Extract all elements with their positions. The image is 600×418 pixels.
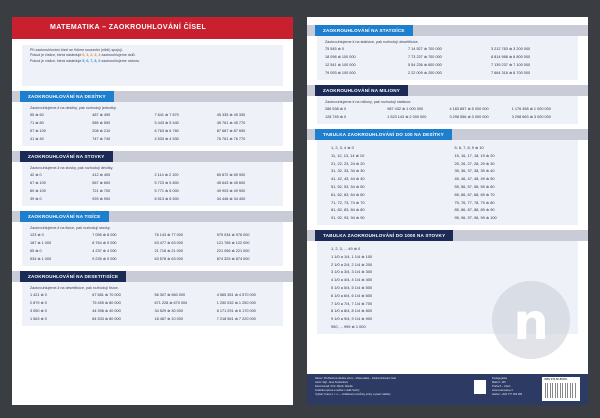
intro-digits-down: 0, 1, 2, 3, 4 [82,53,101,58]
example: 123 ≐ 0 [30,233,44,237]
example: 8 814 988 ≐ 8 800 000 [491,55,531,59]
example: 76 761 ≐ 76 770 [216,137,246,141]
example: 41 ≐ 40 [30,137,44,141]
section-title: ZAOKROUHLOVÁNÍ NA MILIONY [315,85,408,96]
table-row: 1, 2, 3, ... 49 ≐ 0 [331,245,361,251]
example: 65 872 ≐ 65 900 [216,173,246,177]
example: 7 641 ≐ 7 670 [154,113,179,117]
table-row: 11, 12, 13, 14 ≐ 10 [331,152,365,158]
example: 7 218 561 ≐ 7 220 000 [216,317,256,321]
example: 567 ≐ 600 [92,181,111,185]
example: 55 ≐ 60 [30,113,44,117]
example: 128 745 ≐ 0 [325,115,347,119]
footer [307,374,588,405]
example: 2 114 ≐ 2 100 [154,173,179,177]
section-title: ZAOKROUHLOVÁNÍ NA DESETITISÍCE [20,271,126,282]
example: 221 056 ≐ 221 000 [216,249,250,253]
section-desc: Zaokrouhlujeme-li na desítky, pak rozhodují jednotky. [30,106,117,110]
example-grid [325,105,570,121]
right-page [307,17,588,405]
section-title: TABULKA ZAOKROUHLOVÁNÍ DO 100 NA DESÍTKY [315,129,452,140]
section-header-hundreds [12,151,293,162]
example: 6 513 ≐ 6 500 [154,197,179,201]
example: 42 ≐ 0 [30,173,42,177]
example: 57 ≐ 100 [30,129,46,133]
example: 5 54 236 ≐ 600 000 [408,63,442,67]
table-row: 81, 82, 83, 84 ≐ 80 [331,207,365,213]
table-row: 9 1/0 a 9/4, 9 1/4 ≐ 900 [331,316,373,322]
section-header-table-100 [307,129,588,140]
publisher-line: Praha 5 – Libeň [492,385,511,388]
intro-box [22,45,283,86]
example: 84 533 ≐ 80 000 [92,317,121,321]
section-desc: Zaokrouhlujeme-li na stovky, pak rozhodují desítky. [30,166,114,170]
intro-text: zaokrouhlujeme dolů. [101,53,136,58]
example: 1 421 ≐ 0 [30,293,47,297]
example: 2 22 009 ≐ 200 000 [408,71,442,75]
section-title: ZAOKROUHLOVÁNÍ NA DESÍTKY [20,91,114,102]
section-title: ZAOKROUHLOVÁNÍ NA STOVKY [20,151,113,162]
publisher-info [492,377,538,402]
example: 925 ≐ 900 [92,197,111,201]
left-page [12,17,293,405]
example: 534 ≐ 1 000 [30,257,52,261]
example: 3 298 556 ≐ 3 000 000 [449,115,489,119]
example: 987 432 ≐ 1 000 000 [387,107,424,111]
table-row: 55, 56, 57, 58, 59 ≐ 60 [454,183,495,189]
publisher-line: telefon: +420 777 303 382 [492,393,523,396]
example: 67 681 ≐ 70 000 [92,293,121,297]
section-body-hundred-thousands [317,36,578,80]
example: 12 541 ≐ 100 000 [325,63,356,67]
example: 585 ≐ 590 [92,121,111,125]
example: 71 ≐ 80 [30,121,44,125]
example: 67 ≐ 100 [30,181,46,185]
example: 56 307 ≐ 560 000 [154,293,186,297]
example: 7 14 527 ≐ 700 000 [408,47,442,51]
example: 4 237 ≐ 4 000 [92,249,117,253]
example: 7 055 ≐ 8 000 [92,233,117,237]
example: 18 098 ≐ 100 000 [325,55,356,59]
example: 44 398 ≐ 40 000 [92,309,121,313]
table-row: 5 1/0 a 5/4, 5 1/4 ≐ 500 [331,284,373,290]
section-desc: Zaokrouhlujeme-li na tisíce, pak rozhodují stovky. [30,226,111,230]
example: 5 443 ≐ 5 440 [154,121,179,125]
section-title: TABULKA ZAOKROUHLOVÁNÍ DO 1000 NA STOVKY [315,230,453,241]
example: 76 143 ≐ 77 000 [154,233,184,237]
example: 80 ≐ 100 [30,189,46,193]
example-grid [30,231,275,263]
publisher-line: Malá tř. 145 [492,381,506,384]
page-title: MATEMATIKA – ZAOKROUHLOVÁNÍ ČÍSEL [12,17,293,39]
example: 4 565 351 ≐ 4 570 000 [216,293,256,297]
section-body-ten-thousands [22,282,283,326]
footer-line: Autor: Mgr. Jana Svobodová [315,381,348,384]
section-title: ZAOKROUHLOVÁNÍ NA TISÍCE [20,211,109,222]
example: 6 171 291 ≐ 6 170 000 [216,309,256,313]
watermark-glyph-icon: n [513,293,549,351]
table-row: 41, 42, 43, 44 ≐ 40 [331,176,365,182]
watermark-logo [492,281,570,359]
section-body-hundreds [22,162,283,206]
example: 208 ≐ 210 [92,129,111,133]
example: 75 455 ≐ 80 000 [92,301,121,305]
table-row: 21, 22, 23, 24 ≐ 20 [331,160,365,166]
example: 671 228 ≐ 670 000 [154,301,188,305]
section-body-tens [22,102,283,146]
table-row: 15, 16, 17, 18, 19 ≐ 20 [454,152,495,158]
footer-line: Recenzovali: Prof. Martin Staněk [315,385,353,388]
table-row: 8 1/0 a 8/4, 8 1/4 ≐ 800 [331,308,373,314]
footer-line: Grafická úprava a sazba: Lukáš Suchý [315,389,360,392]
example: 79 093 ≐ 100 000 [325,71,356,75]
example-grid [30,291,275,323]
example: 75 545 ≐ 0 [325,47,345,51]
barcode [542,377,580,401]
table-row: 51, 52, 53, 54 ≐ 50 [331,183,365,189]
example-grid [30,111,275,143]
table-row: 45, 46, 47, 48, 49 ≐ 50 [454,176,495,182]
table-row: 1, 2, 3, 4 ≐ 0 [331,145,354,150]
example: 7 664 316 ≐ 8 700 000 [491,71,531,75]
table-row: 91, 92, 93, 94 ≐ 90 [331,215,365,221]
section-header-tens [12,91,293,102]
table-row: 7 1/0 a 7/4, 7 1/4 ≐ 700 [331,300,373,306]
example: 63 477 ≐ 63 000 [154,241,184,245]
publisher-line: www.examsasy.cz [492,389,513,392]
example: 63 578 ≐ 63 000 [154,257,184,261]
intro-text: Pokud je císlice, která následuje [30,58,82,63]
table-row: 1 1/0 a 1/4, 1 1/4 ≐ 100 [331,253,373,259]
example: 1 250 532 ≐ 1 250 000 [216,301,256,305]
example: 286 538 ≐ 0 [325,107,347,111]
section-desc: Zaokrouhlujeme-li na statisíce, pak rozhodují desetitisíce. [325,40,419,44]
example-grid [325,45,570,77]
table-row: 35, 36, 37, 38, 39 ≐ 40 [454,168,495,174]
section-title: ZAOKROUHLOVÁNÍ NA STATISÍCE [315,25,413,36]
table-row: 3 1/0 a 3/4, 3 1/4 ≐ 300 [331,269,373,275]
table-row: 5, 6, 7, 8, 9 ≐ 10 [454,145,484,150]
example: 5 771 ≐ 6 000 [154,189,179,193]
section-header-hundred-thousands [307,25,588,36]
example: 34 448 ≐ 34 400 [216,197,246,201]
example: 1 523 143 ≐ 2 000 000 [387,115,427,119]
table-row: 65, 66, 67, 68, 69 ≐ 70 [454,191,495,197]
section-body-millions [317,96,578,124]
table-row: 95, 96, 97, 98, 99 ≐ 100 [454,215,497,221]
section-header-millions [307,85,588,96]
example: 49 903 ≐ 49 900 [216,189,246,193]
example: 874 325 ≐ 874 000 [216,257,250,261]
table-row: 85, 86, 87, 88, 89 ≐ 90 [454,207,495,213]
example: 487 ≐ 490 [92,113,111,117]
table-row: 25, 26, 27, 28, 29 ≐ 30 [454,160,495,166]
example: 7 73 237 ≐ 700 000 [408,55,442,59]
table-row: 4 1/0 a 4/4, 4 1/4 ≐ 400 [331,277,373,283]
table-row: 61, 62, 63, 64 ≐ 60 [331,191,365,197]
example: 65 ≐ 0 [30,249,42,253]
section-desc: Zaokrouhlujeme-li na miliony, pak rozhodují statisíce. [325,100,412,104]
table-100 [317,140,578,225]
example: 18 467 ≐ 10 000 [154,317,184,321]
example: 4 533 ≐ 4 530 [154,137,179,141]
intro-line [30,59,275,64]
example: 4 183 857 ≐ 5 000 000 [449,107,489,111]
example: 3 298 663 ≐ 3 000 000 [511,115,551,119]
example: 39 ≐ 0 [30,197,42,201]
table-row: 6 1/0 a 6/4, 6 1/4 ≐ 600 [331,292,373,298]
example: 747 ≐ 740 [92,137,111,141]
table-row: 71, 72, 73, 74 ≐ 70 [331,199,365,205]
example: 187 ≐ 1 000 [30,241,52,245]
example: 87 687 ≐ 87 690 [216,129,246,133]
intro-line: Při zaokrouhlování čísel se řídíme sousední (nižší) spojují. [30,48,123,52]
example: 1 563 ≐ 0 [30,317,47,321]
example: 7 139 237 ≐ 7 100 000 [491,63,531,67]
example: 5 723 ≐ 5 800 [154,181,179,185]
publisher-logo-icon [474,380,486,394]
example: 3 212 783 ≐ 3 200 000 [491,47,531,51]
section-header-table-1000 [307,230,588,241]
section-body-thousands [22,222,283,266]
example: 121 765 ≐ 122 000 [216,241,250,245]
example: 1 176 458 ≐ 1 000 000 [511,107,551,111]
table-row: 2 1/0 a 2/4, 2 1/4 ≐ 200 [331,261,373,267]
section-header-thousands [12,211,293,222]
section-header-ten-thousands [12,271,293,282]
footer-line: Vydalo: Fraus s. r. o. – vzdělávací pomůcky, knihy a psací nádoby [315,393,391,396]
intro-text: Pokud je číslice, která následuje [30,53,82,58]
footer-legal [315,377,468,402]
table-row: 950, ... 999 ≐ 1 000 [331,323,366,329]
isbn-label: ISBN 978-80-88306- [544,378,568,381]
section-desc: Zaokrouhlujeme-li na desetitisíce, pak rozhodují tisíce. [30,286,119,290]
example: 3 050 ≐ 0 [30,309,47,313]
example: 21 718 ≐ 21 000 [154,249,184,253]
table-row: 75, 76, 77, 78, 79 ≐ 80 [454,199,495,205]
intro-digits-up: 5, 6, 7, 8, 9 [82,58,101,63]
example: 9 235 ≐ 9 000 [92,257,117,261]
example: 412 ≐ 400 [92,173,111,177]
example: 975 034 ≐ 976 000 [216,233,250,237]
barcode-bars-icon [545,383,577,398]
example: 721 ≐ 700 [92,189,111,193]
example: 6 763 ≐ 6 760 [154,129,179,133]
publisher-line: Pedagogicka [492,377,507,380]
table-100-down-column [331,144,441,222]
table-row: 31, 32, 33, 34 ≐ 30 [331,168,365,174]
example: 2 879 ≐ 0 [30,301,47,305]
example: 34 529 ≐ 30 000 [154,309,184,313]
example: 45 335 ≐ 45 330 [216,113,246,117]
example: 45 761 ≐ 45 770 [216,121,246,125]
table-100-up-column [455,144,565,222]
example: 45 643 ≐ 45 600 [216,181,246,185]
example-grid [30,171,275,203]
example: 8 764 ≐ 9 000 [92,241,117,245]
intro-text: zaokrouhlujeme nahoru. [101,58,140,63]
footer-line: Název: Přehledová tabulka učiva – Matematika – Zaokrouhlování čísel [315,377,396,380]
